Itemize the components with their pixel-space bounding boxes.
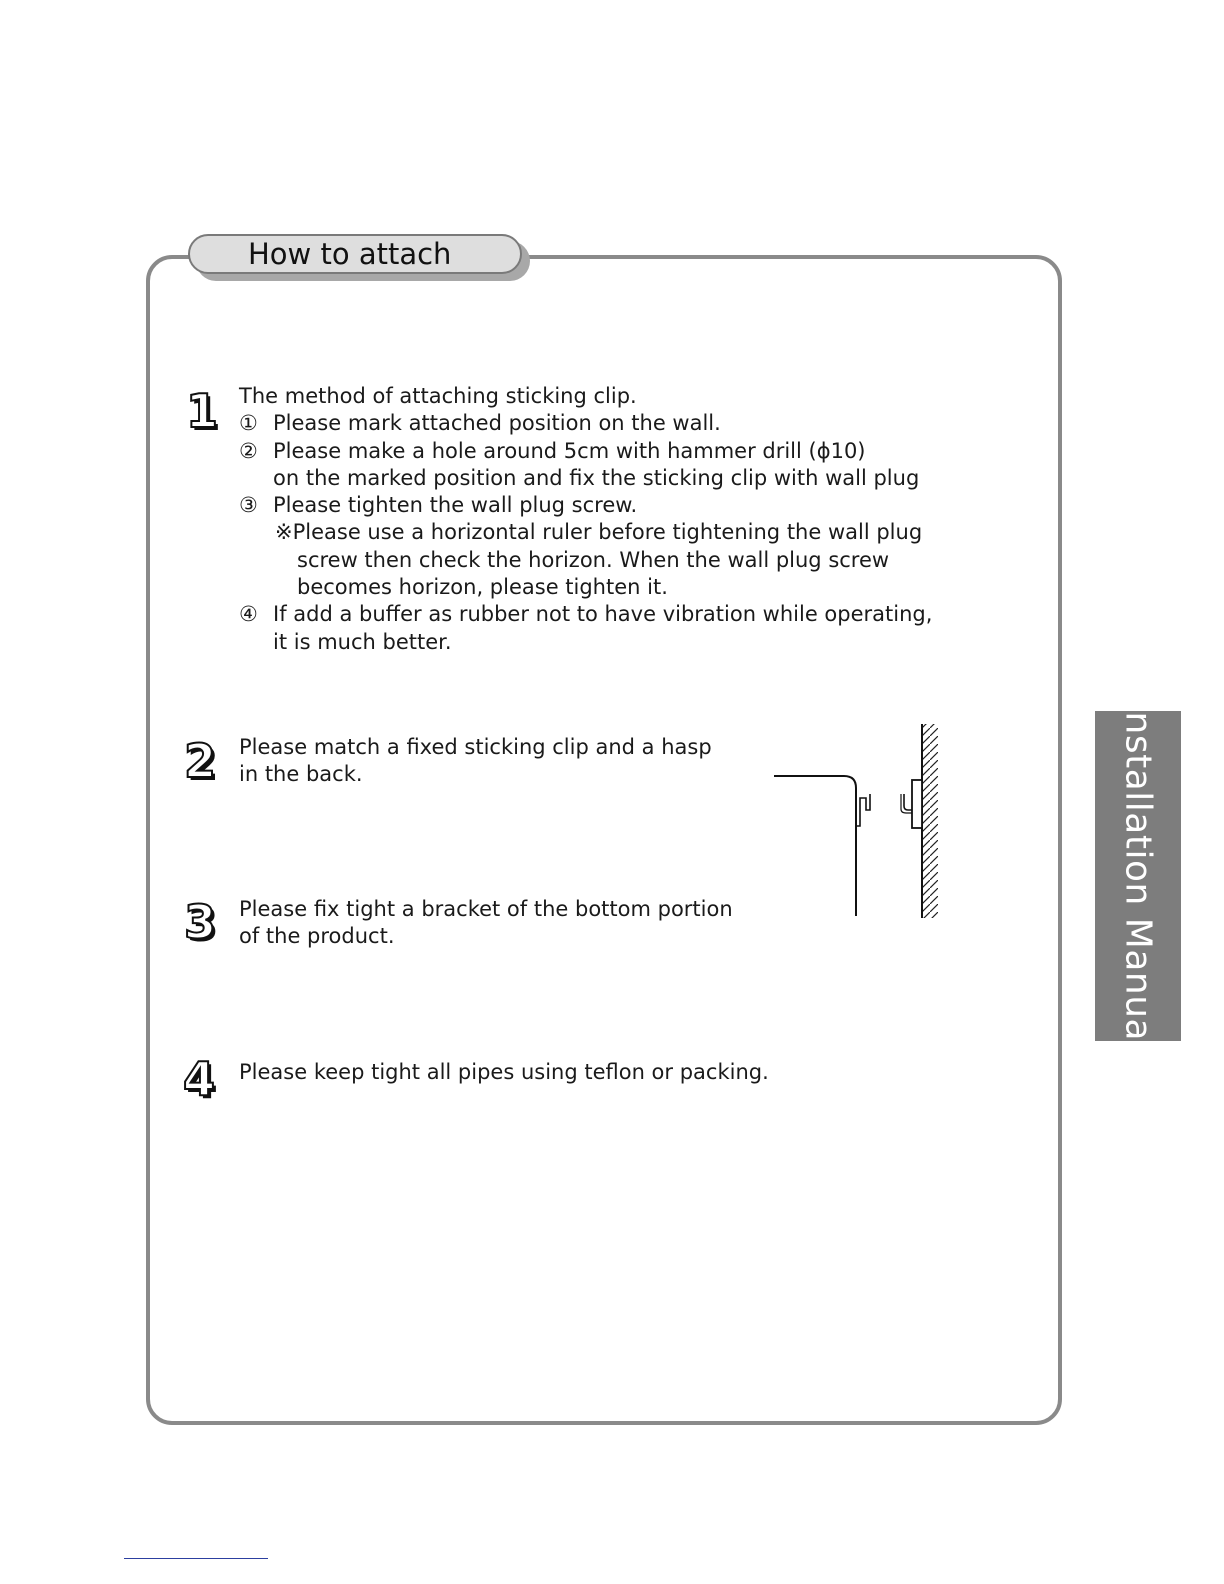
step-4-line-1: Please keep tight all pipes using teflon or packing.: [239, 1060, 769, 1084]
step-2-line-2: in the back.: [239, 762, 363, 787]
side-tab-label: Installation Manual: [1117, 700, 1159, 1052]
mounting-diagram: [770, 720, 950, 924]
product-body: [774, 776, 856, 916]
step-1-text: [239, 383, 932, 656]
step-number-1: 1: [186, 384, 219, 438]
step-3-line-1: Please fix tight a bracket of the bottom portion: [239, 897, 733, 921]
wall-hatch: [922, 724, 938, 918]
step-1-item-4-cont: it is much better.: [273, 629, 452, 654]
step-1-note-line-1: ※Please use a horizontal ruler before tightening the wall plug: [275, 520, 923, 545]
step-3-line-2: of the product.: [239, 924, 395, 949]
section-title: How to attach: [188, 234, 522, 274]
step-3-text: [239, 896, 733, 951]
clip-hook: [904, 794, 912, 810]
step-1-item-2: ② Please make a hole around 5cm with hammer drill (ϕ10): [239, 438, 866, 463]
step-1-note-line-3: becomes horizon, please tighten it.: [297, 575, 668, 600]
step-number-4: 4: [183, 1052, 216, 1106]
step-1-item-2-cont: on the marked position and fix the sticking clip with wall plug: [273, 465, 920, 490]
step-1-item-4: ④ If add a buffer as rubber not to have vibration while operating,: [239, 602, 933, 627]
sticking-clip: [912, 780, 922, 828]
step-number-2: 2: [184, 734, 217, 788]
side-tab: [1095, 700, 1181, 1052]
product-hasp: [856, 794, 870, 826]
footer-rule: [124, 1558, 268, 1559]
step-1-item-1: ① Please mark attached position on the wall.: [239, 411, 721, 436]
step-2-line-1: Please match a fixed sticking clip and a hasp: [239, 735, 712, 759]
step-1-item-3: ③ Please tighten the wall plug screw.: [239, 493, 638, 518]
step-1-note-line-2: screw then check the horizon. When the wall plug screw: [297, 547, 890, 572]
step-4-text: [239, 1059, 769, 1086]
step-1-intro: The method of attaching sticking clip.: [239, 384, 637, 408]
step-2-text: [239, 734, 712, 789]
step-number-3: 3: [184, 895, 217, 949]
